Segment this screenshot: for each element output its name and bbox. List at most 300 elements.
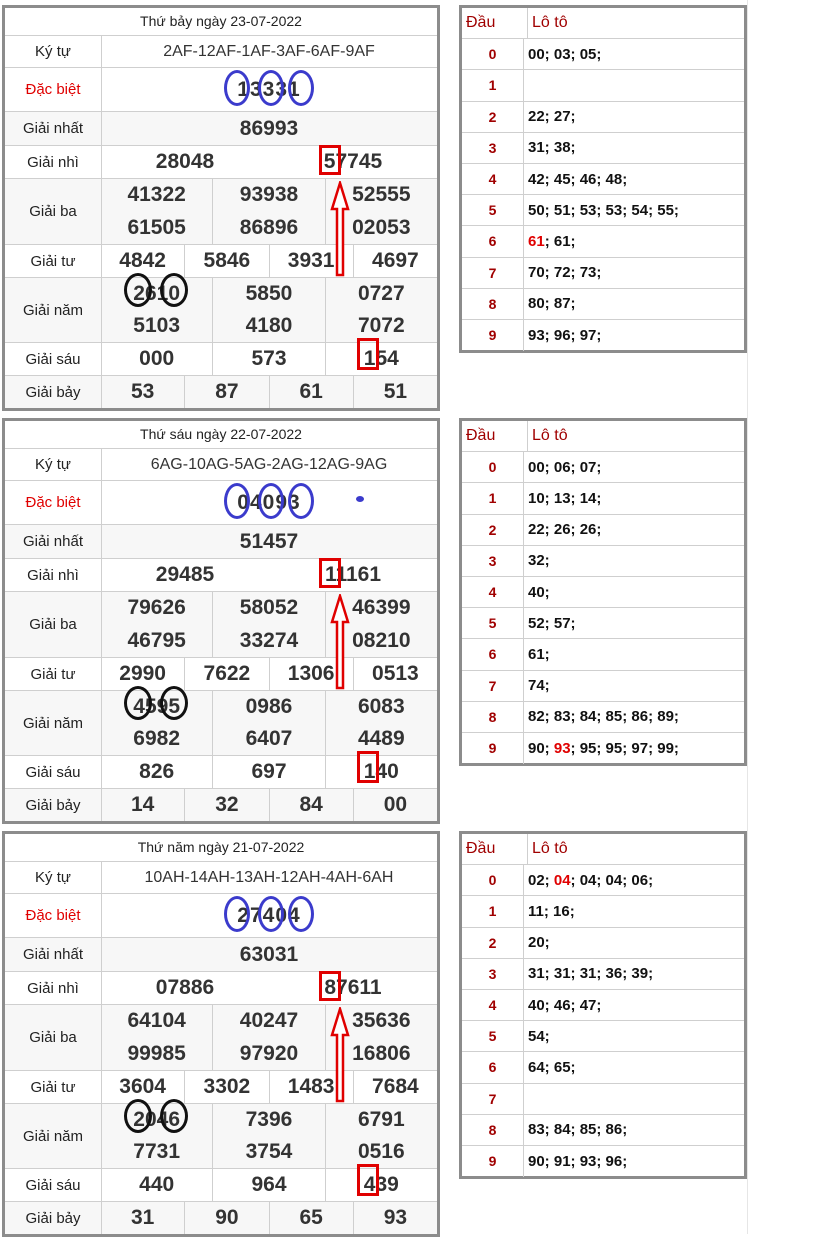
prize-line: [101, 212, 437, 245]
special-digit-highlight-ring: [224, 483, 250, 519]
prize-line: [101, 112, 437, 145]
prize-number: 7072: [325, 310, 437, 342]
loto-header-loto: Lô tô: [532, 840, 568, 858]
prize-number: 000: [139, 347, 175, 370]
prize-number: 07886: [155, 976, 215, 999]
loto-row: [462, 1084, 744, 1115]
loto-values: 83; 84; 85; 86;: [528, 1121, 628, 1139]
prize-line: [101, 938, 437, 971]
prize-number: 1483: [269, 1071, 353, 1103]
prize-values-g4: [101, 1071, 437, 1103]
prize-row-g1: [5, 112, 437, 146]
loto-values: 54;: [528, 1027, 550, 1045]
digit-highlight-box: [319, 558, 341, 588]
prize-label-g1: Giải nhất: [5, 938, 102, 971]
prize-values-kytu: [101, 449, 437, 480]
prize-number: 40247: [212, 1005, 324, 1038]
loto-row: [462, 515, 744, 546]
loto-values: 93; 96; 97;: [528, 326, 602, 344]
prize-number: 573: [212, 343, 324, 375]
prize-number: 6407: [212, 723, 324, 755]
prize-row-kytu: [5, 862, 437, 894]
prize-number: 11161: [324, 563, 382, 586]
loto-header-dau: Đầu: [462, 421, 528, 451]
prize-line: [101, 658, 437, 690]
loto-values: 32;: [528, 552, 550, 570]
loto-head-digit: 4: [462, 577, 524, 607]
loto-values: 00; 03; 05;: [528, 45, 602, 63]
prize-number: 154: [325, 343, 437, 375]
loto-row: [462, 102, 744, 133]
loto-head-digit: 1: [462, 70, 524, 100]
prize-values-g2: [101, 972, 437, 1004]
prize-number: 87611: [324, 976, 382, 999]
prize-number: 41322: [127, 183, 186, 207]
digit-highlight-box: [357, 338, 379, 370]
loto-values: 10; 13; 14;: [528, 489, 602, 507]
up-arrow-icon: [330, 594, 350, 690]
loto-row: [462, 70, 744, 101]
loto-row: [462, 733, 744, 764]
loto-row: [462, 1146, 744, 1177]
loto-values: 22; 27;: [528, 108, 576, 126]
loto-highlight-value: 93: [553, 739, 571, 757]
prize-row-db: [5, 68, 437, 112]
prize-label-g3: Giải ba: [5, 1005, 102, 1070]
loto-highlight-value: 04: [553, 871, 571, 889]
prize-number: 3604: [119, 1075, 166, 1098]
prize-number: 2610: [133, 282, 181, 305]
prize-line: [101, 1169, 437, 1201]
prize-line: [101, 1005, 437, 1038]
prize-number: 5850: [212, 278, 324, 310]
prize-number: 4180: [212, 310, 324, 342]
loto-values: 61 ; 61;: [528, 232, 576, 250]
loto-header-row: [462, 421, 744, 452]
prize-line: [101, 789, 437, 821]
loto-head-digit: 6: [462, 639, 524, 669]
prize-line: [101, 592, 437, 625]
prize-line: [101, 1202, 437, 1234]
loto-row: [462, 639, 744, 670]
prize-number: 826: [139, 760, 175, 783]
digit-highlight-ring: [160, 1099, 188, 1133]
prize-number: 63031: [239, 942, 299, 966]
prize-values-g6: [101, 1169, 437, 1201]
prize-row-g7: [5, 376, 437, 408]
prize-number: 7622: [184, 658, 268, 690]
prize-label-g5: Giải năm: [5, 278, 102, 342]
prize-label-g3: Giải ba: [5, 592, 102, 657]
prize-number: 0516: [325, 1136, 437, 1168]
prize-number: 2990: [119, 662, 166, 685]
prize-number: 51457: [239, 529, 299, 553]
loto-row: [462, 671, 744, 702]
prize-number: 0727: [325, 278, 437, 310]
loto-row: [462, 289, 744, 320]
prize-number: 00: [353, 789, 437, 821]
prize-label-kytu: Ký tự: [5, 862, 102, 893]
prize-line: [101, 723, 437, 755]
prize-number: 4697: [353, 245, 437, 277]
prize-label-g5: Giải năm: [5, 1104, 102, 1168]
prize-number: 61: [269, 376, 353, 408]
prize-line: [101, 179, 437, 212]
loto-head-digit: 2: [462, 928, 524, 958]
loto-table: [459, 831, 747, 1179]
loto-head-digit: 4: [462, 164, 524, 194]
prize-label-db: Đặc biệt: [5, 68, 102, 111]
loto-head-digit: 3: [462, 546, 524, 576]
prize-label-g6: Giải sáu: [5, 343, 102, 375]
prize-line: [101, 625, 437, 658]
prize-number: 08210: [325, 625, 437, 658]
prize-row-g3: [5, 592, 437, 658]
loto-header-row: [462, 834, 744, 865]
loto-head-digit: 8: [462, 702, 524, 732]
prize-number: 02053: [325, 212, 437, 245]
prize-line: [101, 862, 437, 893]
prize-row-g7: [5, 789, 437, 821]
prize-number: 6791: [325, 1104, 437, 1136]
special-digit-highlight-ring: [224, 70, 250, 106]
prize-number: 61505: [127, 215, 186, 239]
result-table-date-header[interactable]: Thứ sáu ngày 22-07-2022: [5, 421, 437, 449]
prize-number: 32: [184, 789, 268, 821]
blue-dot-mark: [356, 496, 364, 502]
loto-row: [462, 320, 744, 351]
prize-number: 90: [184, 1202, 268, 1234]
prize-number: 58052: [212, 592, 324, 625]
prize-values-kytu: [101, 862, 437, 893]
prize-number: 4595: [133, 695, 181, 718]
special-prize-number: 04093: [237, 490, 301, 514]
prize-number: 5103: [133, 314, 181, 337]
prize-values-g7: [101, 789, 437, 821]
digit-highlight-box: [357, 1164, 379, 1196]
digit-highlight-box: [357, 751, 379, 783]
loto-head-digit: 3: [462, 959, 524, 989]
loto-values: 31; 38;: [528, 139, 576, 157]
loto-table: [459, 5, 747, 353]
prize-label-g6: Giải sáu: [5, 1169, 102, 1201]
prize-number: 28048: [155, 150, 215, 173]
prize-number: 3302: [184, 1071, 268, 1103]
special-digit-highlight-ring: [288, 896, 314, 932]
loto-row: [462, 452, 744, 483]
prize-number: 86993: [239, 116, 299, 140]
prize-number: 1306: [269, 658, 353, 690]
prize-label-g2: Giải nhì: [5, 972, 102, 1004]
prize-number: 0986: [212, 691, 324, 723]
loto-head-digit: 5: [462, 608, 524, 638]
prize-number: 31: [130, 1206, 155, 1229]
prize-values-g7: [101, 376, 437, 408]
prize-values-g3: [101, 179, 437, 244]
prize-values-kytu: [101, 36, 437, 67]
prize-number: 65: [269, 1202, 353, 1234]
special-digit-highlight-ring: [288, 70, 314, 106]
prize-line: [101, 1071, 437, 1103]
prize-values-g1: [101, 112, 437, 145]
prize-label-g7: Giải bảy: [5, 789, 102, 821]
special-prize-number: 13331: [237, 77, 301, 101]
prize-number: 0513: [353, 658, 437, 690]
prize-number: 86896: [212, 212, 324, 245]
loto-values: 80; 87;: [528, 295, 576, 313]
prize-label-kytu: Ký tự: [5, 36, 102, 67]
prize-number: 964: [212, 1169, 324, 1201]
loto-row: [462, 1052, 744, 1083]
loto-values: 40;: [528, 583, 550, 601]
loto-head-digit: 9: [462, 733, 524, 764]
prize-values-g1: [101, 938, 437, 971]
prize-row-g4: [5, 1071, 437, 1104]
loto-row: [462, 959, 744, 990]
prize-line: [101, 972, 437, 1004]
prize-number: 52555: [325, 179, 437, 212]
loto-row: [462, 990, 744, 1021]
loto-row: [462, 865, 744, 896]
prize-row-g2: [5, 972, 437, 1005]
loto-values: 22; 26; 26;: [528, 521, 602, 539]
prize-row-g3: [5, 1005, 437, 1071]
loto-head-digit: 2: [462, 102, 524, 132]
prize-row-kytu: [5, 449, 437, 481]
prize-row-g1: [5, 525, 437, 559]
loto-row: [462, 1115, 744, 1146]
prize-values-g4: [101, 245, 437, 277]
loto-header-loto: Lô tô: [532, 427, 568, 445]
prize-line: [101, 245, 437, 277]
prize-number: 51: [353, 376, 437, 408]
prize-row-g5: [5, 1104, 437, 1169]
prize-number: 7731: [133, 1140, 181, 1163]
prize-number: 87: [184, 376, 268, 408]
prize-row-g4: [5, 245, 437, 278]
prize-number: 46399: [325, 592, 437, 625]
prize-values-g2: [101, 146, 437, 178]
special-digit-highlight-ring: [258, 70, 284, 106]
prize-line: [101, 376, 437, 408]
prize-number: 697: [212, 756, 324, 788]
digit-highlight-box: [319, 145, 341, 175]
loto-head-digit: 8: [462, 289, 524, 319]
prize-label-g1: Giải nhất: [5, 112, 102, 145]
loto-head-digit: 4: [462, 990, 524, 1020]
prize-number: 57745: [323, 150, 383, 173]
digit-highlight-ring: [124, 686, 152, 720]
loto-head-digit: 5: [462, 1021, 524, 1051]
special-digit-highlight-ring: [224, 896, 250, 932]
loto-head-digit: 8: [462, 1115, 524, 1145]
series-code: 6AG-10AG-5AG-2AG-12AG-9AG: [150, 455, 388, 473]
prize-values-g3: [101, 1005, 437, 1070]
prize-number: 2046: [133, 1108, 181, 1131]
loto-row: [462, 39, 744, 70]
loto-values: 31; 31; 31; 36; 39;: [528, 965, 654, 983]
page-divider-line: [747, 0, 748, 1234]
prize-number: 93938: [212, 179, 324, 212]
prize-values-g6: [101, 343, 437, 375]
loto-values: 50; 51; 53; 53; 54; 55;: [528, 201, 679, 219]
prize-label-g6: Giải sáu: [5, 756, 102, 788]
loto-head-digit: 6: [462, 226, 524, 256]
loto-values: [524, 1084, 744, 1114]
loto-head-digit: 3: [462, 133, 524, 163]
loto-values: 42; 45; 46; 48;: [528, 170, 628, 188]
loto-highlight-value: 61: [528, 232, 545, 250]
loto-header-dau: Đầu: [462, 8, 528, 38]
series-code: 10AH-14AH-13AH-12AH-4AH-6AH: [144, 868, 394, 886]
prize-line: [101, 1136, 437, 1168]
prize-row-g5: [5, 691, 437, 756]
loto-values: 20;: [528, 934, 550, 952]
loto-values: 00; 06; 07;: [528, 458, 602, 476]
prize-number: 53: [130, 380, 155, 403]
prize-label-kytu: Ký tự: [5, 449, 102, 480]
loto-head-digit: 2: [462, 515, 524, 545]
loto-row: [462, 702, 744, 733]
loto-head-digit: 7: [462, 1084, 524, 1114]
loto-values: 74;: [528, 677, 550, 695]
prize-row-g7: [5, 1202, 437, 1234]
prize-label-g3: Giải ba: [5, 179, 102, 244]
loto-values: 90; 91; 93; 96;: [528, 1152, 628, 1170]
prize-label-g4: Giải tư: [5, 1071, 102, 1103]
prize-label-g2: Giải nhì: [5, 146, 102, 178]
series-code: 2AF-12AF-1AF-3AF-6AF-9AF: [163, 42, 375, 60]
special-prize-number: 27404: [237, 903, 301, 927]
prize-number: 7396: [212, 1104, 324, 1136]
prize-number: 4842: [119, 249, 166, 272]
prize-row-g2: [5, 146, 437, 179]
loto-row: [462, 258, 744, 289]
special-digit-highlight-ring: [258, 896, 284, 932]
loto-head-digit: 7: [462, 258, 524, 288]
prize-number: 6083: [325, 691, 437, 723]
loto-values: 90; 93 ; 95; 95; 97; 99;: [528, 739, 679, 757]
prize-values-g3: [101, 592, 437, 657]
prize-number: 16806: [325, 1038, 437, 1071]
loto-values: 02; 04 ; 04; 04; 06;: [528, 871, 654, 889]
prize-number: 5846: [184, 245, 268, 277]
digit-highlight-ring: [124, 1099, 152, 1133]
prize-label-db: Đặc biệt: [5, 481, 102, 524]
loto-head-digit: 9: [462, 320, 524, 351]
loto-head-digit: 0: [462, 865, 524, 895]
loto-row: [462, 896, 744, 927]
loto-row: [462, 608, 744, 639]
prize-values-g2: [101, 559, 437, 591]
loto-values: 82; 83; 84; 85; 86; 89;: [528, 708, 679, 726]
loto-values: 70; 72; 73;: [528, 264, 602, 282]
prize-number: 35636: [325, 1005, 437, 1038]
special-digit-highlight-ring: [258, 483, 284, 519]
prize-number: 64104: [127, 1009, 186, 1033]
digit-highlight-ring: [160, 686, 188, 720]
prize-values-g6: [101, 756, 437, 788]
prize-line: [101, 36, 437, 67]
loto-head-digit: 7: [462, 671, 524, 701]
loto-table: [459, 418, 747, 766]
prize-label-g1: Giải nhất: [5, 525, 102, 558]
loto-header-loto: Lô tô: [532, 14, 568, 32]
loto-row: [462, 928, 744, 959]
loto-values: 52; 57;: [528, 614, 576, 632]
prize-line: [101, 756, 437, 788]
loto-head-digit: 9: [462, 1146, 524, 1177]
loto-row: [462, 164, 744, 195]
loto-values: 40; 46; 47;: [528, 996, 602, 1014]
loto-row: [462, 195, 744, 226]
prize-number: 33274: [212, 625, 324, 658]
digit-highlight-ring: [124, 273, 152, 307]
loto-header-dau: Đầu: [462, 834, 528, 864]
prize-line: [101, 525, 437, 558]
prize-values-g1: [101, 525, 437, 558]
prize-number: 79626: [127, 596, 186, 620]
prize-row-g4: [5, 658, 437, 691]
digit-highlight-box: [319, 971, 341, 1001]
loto-head-digit: 0: [462, 452, 524, 482]
prize-label-g5: Giải năm: [5, 691, 102, 755]
prize-number: 3754: [212, 1136, 324, 1168]
prize-label-g7: Giải bảy: [5, 376, 102, 408]
prize-number: 140: [325, 756, 437, 788]
loto-header-row: [462, 8, 744, 39]
loto-head-digit: 1: [462, 483, 524, 513]
prize-line: [101, 146, 437, 178]
prize-number: 46795: [127, 628, 186, 652]
prize-line: [101, 310, 437, 342]
prize-number: 14: [130, 793, 155, 816]
prize-label-g4: Giải tư: [5, 658, 102, 690]
loto-values: 64; 65;: [528, 1058, 576, 1076]
prize-number: 440: [139, 1173, 175, 1196]
prize-row-g2: [5, 559, 437, 592]
result-table-date-header[interactable]: Thứ năm ngày 21-07-2022: [5, 834, 437, 862]
loto-values: [524, 70, 744, 100]
loto-values: 11; 16;: [528, 902, 575, 920]
prize-row-db: [5, 894, 437, 938]
prize-number: 6982: [133, 727, 181, 750]
loto-row: [462, 1021, 744, 1052]
prize-row-g3: [5, 179, 437, 245]
prize-line: [101, 343, 437, 375]
prize-number: 84: [269, 789, 353, 821]
loto-row: [462, 483, 744, 514]
prize-line: [101, 449, 437, 480]
prize-number: 7684: [353, 1071, 437, 1103]
loto-row: [462, 577, 744, 608]
loto-row: [462, 133, 744, 164]
loto-row: [462, 226, 744, 257]
prize-number: 3931: [269, 245, 353, 277]
up-arrow-icon: [330, 181, 350, 277]
prize-values-g7: [101, 1202, 437, 1234]
loto-row: [462, 546, 744, 577]
loto-head-digit: 0: [462, 39, 524, 69]
loto-head-digit: 1: [462, 896, 524, 926]
prize-number: 93: [353, 1202, 437, 1234]
prize-line: [101, 1038, 437, 1071]
prize-values-g4: [101, 658, 437, 690]
result-table-date-header[interactable]: Thứ bảy ngày 23-07-2022: [5, 8, 437, 36]
prize-number: 99985: [127, 1041, 186, 1065]
prize-number: 97920: [212, 1038, 324, 1071]
prize-number: 439: [325, 1169, 437, 1201]
